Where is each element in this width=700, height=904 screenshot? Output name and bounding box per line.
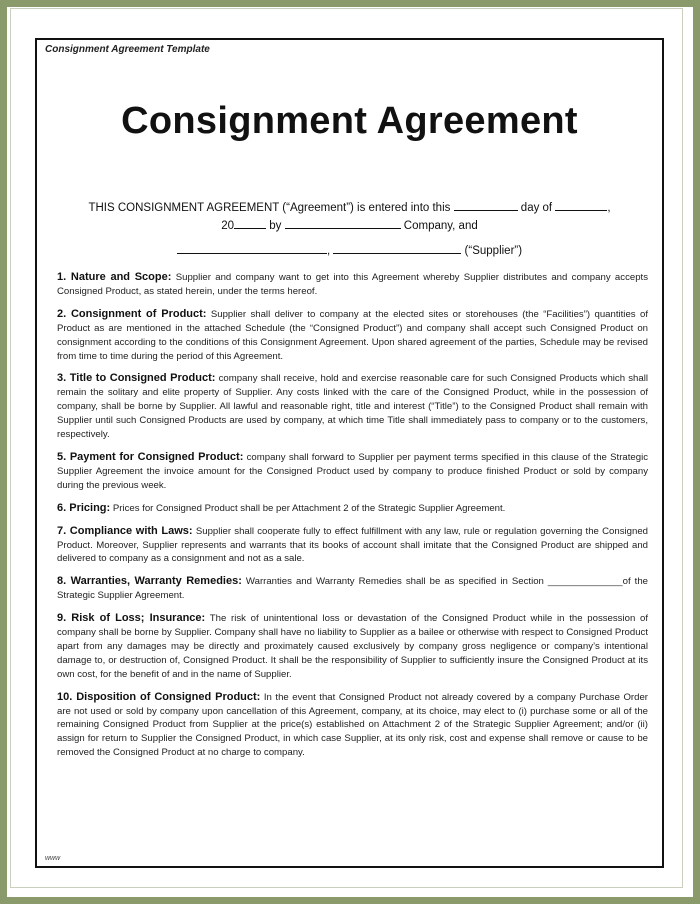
supplier-name-blank	[177, 243, 327, 254]
clause-9	[57, 612, 648, 682]
clause-1	[57, 271, 648, 299]
clause-2	[57, 308, 648, 364]
intro-text-2b: by	[269, 220, 282, 232]
clause-heading: 8. Warranties, Warranty Remedies:	[57, 575, 242, 588]
clause-6	[57, 502, 648, 516]
clause-heading: 3. Title to Consigned Product:	[57, 372, 216, 385]
intro-text-2a: 20	[221, 220, 235, 232]
intro-text-3b: (“Supplier”)	[464, 245, 523, 257]
footer-watermark: www	[45, 855, 61, 862]
clause-text: Supplier and company want to get into this Agreement whereby Supplier distributes and company accepts Consigned Product, as stated herein, under the terms hereof.	[57, 272, 648, 297]
clause-text: company shall receive, hold and exercise reasonable care for such Consigned Products which shall remain the solitary and elite property of Supplier. Any costs linked with the care of the Consigned Product, while in the possession of company, shall be borne by Supplier. All lawful and reasonable right, title and interest (“Title”) to the Consigned Product shall remain with Supplier until such Consigned Products are used by company, at which time Title shall immediately pass to company or to the customers, respectively.	[57, 373, 648, 441]
clause-heading: 7. Compliance with Laws:	[57, 524, 193, 537]
intro-line-1	[37, 200, 662, 214]
clause-5	[57, 451, 648, 493]
clause-10	[57, 691, 648, 761]
clause-8	[57, 575, 648, 603]
template-label: Consignment Agreement Template	[45, 44, 210, 55]
clause-text: In the event that Consigned Product not already covered by a company Purchase Order are not used or sold by company upon cancellation of this Agreement, company, at its choice, may elect to (i) purchase some or all of the remaining Consigned Product from Supplier at the price(s) established on Attachment 2 of the Strategic Supplier Agreement; and/or (ii) assign for return to Supplier the Consigned Product, in which case Supplier, at its only risk, cost and expense shall remove or cause to be removed the Consigned Product at no charge to company.	[57, 691, 648, 759]
month-blank	[555, 200, 607, 211]
clause-text: Warranties and Warranty Remedies shall be as specified in Section ______________of the Strategic Supplier Agreement.	[57, 576, 649, 602]
clause-text: Supplier shall deliver to company at the elected sites or storehouses (the “Facilities”) quantities of Product as are mentioned in the attached Schedule (the “Consigned Product”) and company shall accept such Consigned Product on consignment according to the conditions of this Consignment Agreement. Upon shared agreement of the parties, Schedule may be revised from time to time during the period of this Agreement.	[57, 308, 648, 362]
clause-heading: 5. Payment for Consigned Product:	[57, 450, 244, 463]
clause-heading: 6. Pricing:	[57, 501, 111, 514]
clause-text: Supplier shall cooperate fully to effect fulfillment with any law, rule or regulation governing the Consigned Product. Moreover, Supplier represents and warrants that its books of account shall imitate that the Consigned Product are shipped and delivered to company as a consignment and not as a sale.	[57, 525, 648, 565]
company-blank	[285, 218, 401, 229]
clause-7	[57, 525, 648, 567]
document-title: Consignment Agreement	[121, 100, 578, 142]
clause-text: Prices for Consigned Product shall be per Attachment 2 of the Strategic Supplier Agreement.	[110, 502, 506, 514]
supplier-address-blank	[333, 243, 461, 254]
day-blank	[454, 200, 518, 211]
document-page	[35, 38, 664, 868]
clauses-list	[57, 271, 648, 769]
intro-text-1a: THIS CONSIGNMENT AGREEMENT (“Agreement”) is entered into this	[88, 202, 451, 214]
intro-text-1b: day of	[520, 202, 553, 214]
clause-heading: 1. Nature and Scope:	[57, 271, 172, 283]
clause-heading: 2. Consignment of Product:	[57, 307, 207, 320]
clause-text: The risk of unintentional loss or devastation of the Consigned Product while in the possession of company shall be borne by Supplier. Company shall have no liability to Supplier as a bailee or otherwise with respect to Consigned Product apart from any damages may be directly and proximately caused exclusively by company gross negligence or company’s intentional damage to, or destruction of, Consigned Product. It shall be the responsibility of Supplier to sufficiently insure the Consigned Product at its own cost, for the benefit of and in the name of Supplier.	[57, 613, 648, 680]
clause-3	[57, 372, 648, 442]
intro-text-2c: Company, and	[403, 220, 478, 232]
intro-text-3a: ,	[326, 245, 331, 257]
intro-line-2	[37, 218, 662, 232]
intro-line-3	[37, 243, 662, 257]
intro-text-1c: ,	[607, 202, 611, 214]
year-blank	[234, 218, 266, 229]
clause-text: company shall forward to Supplier per payment terms specified in this clause of the Strategic Supplier Agreement the invoice amount for the Consigned Product used by company to produce finished Product or sold by company during the previous week.	[57, 451, 648, 491]
clause-heading: 10. Disposition of Consigned Product:	[57, 690, 261, 703]
clause-heading: 9. Risk of Loss; Insurance:	[57, 612, 206, 625]
